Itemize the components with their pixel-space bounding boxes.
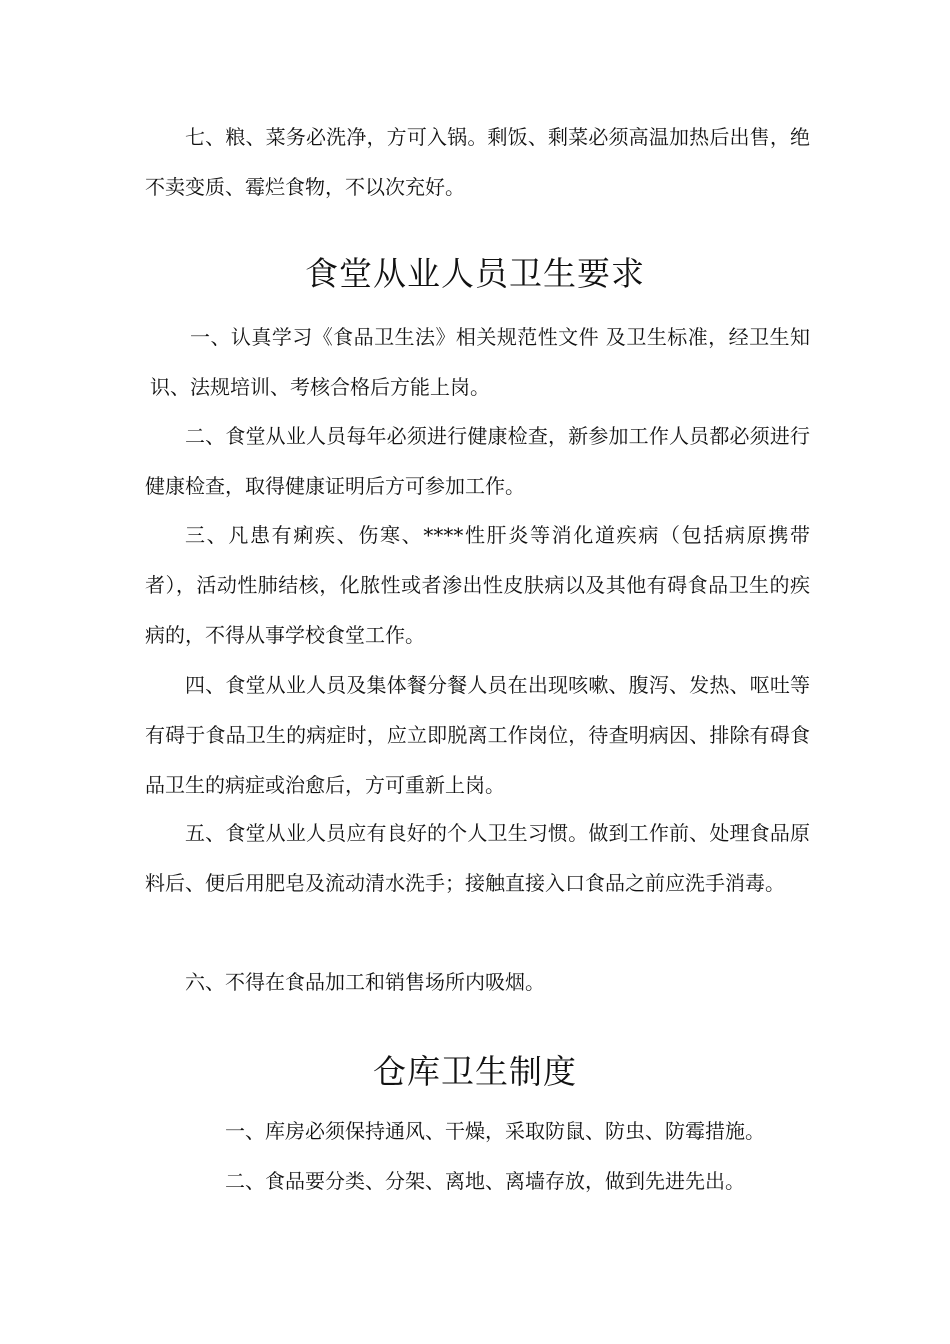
- heading-staff-hygiene: 食堂从业人员卫生要求: [305, 254, 645, 293]
- paragraph-staff-item-2: 二、食堂从业人员每年必须进行健康检查，新参加工作人员都必须进行健康检查，取得健康证明后方可参加工作。: [145, 424, 810, 498]
- paragraph-staff-item-3: 三、凡患有痢疾、伤寒、****性肝炎等消化道疾病（包括病原携带者），活动性肺结核，化脓性或者渗出性皮肤病以及其他有碍食品卫生的疾病的，不得从事学校食堂工作。: [145, 523, 810, 647]
- paragraph-staff-item-5: 五、食堂从业人员应有良好的个人卫生习惯。做到工作前、处理食品原料后、便后用肥皂及流动清水洗手；接触直接入口食品之前应洗手消毒。: [145, 821, 810, 895]
- paragraph-staff-item-1: 一、认真学习《食品卫生法》相关规范性文件 及卫生标准，经卫生知识、法规培训、考核合格后方能上岗。: [150, 325, 810, 399]
- paragraph-warehouse-item-1: 一、库房必须保持通风、干燥，采取防鼠、防虫、防霉措施。: [225, 1119, 765, 1143]
- heading-warehouse-hygiene: 仓库卫生制度: [373, 1052, 577, 1091]
- paragraph-staff-item-4: 四、食堂从业人员及集体餐分餐人员在出现咳嗽、腹泻、发热、呕吐等有碍于食品卫生的病症时，应立即脱离工作岗位，待查明病因、排除有碍食品卫生的病症或治愈后，方可重新上岗。: [145, 673, 810, 797]
- paragraph-prev-item-7: 七、粮、菜务必洗净，方可入锅。剩饭、剩菜必须高温加热后出售，绝不卖变质、霉烂食物，不以次充好。: [145, 125, 810, 199]
- paragraph-staff-item-6: 六、不得在食品加工和销售场所内吸烟。: [185, 970, 545, 994]
- paragraph-warehouse-item-2: 二、食品要分类、分架、离地、离墙存放，做到先进先出。: [225, 1169, 745, 1193]
